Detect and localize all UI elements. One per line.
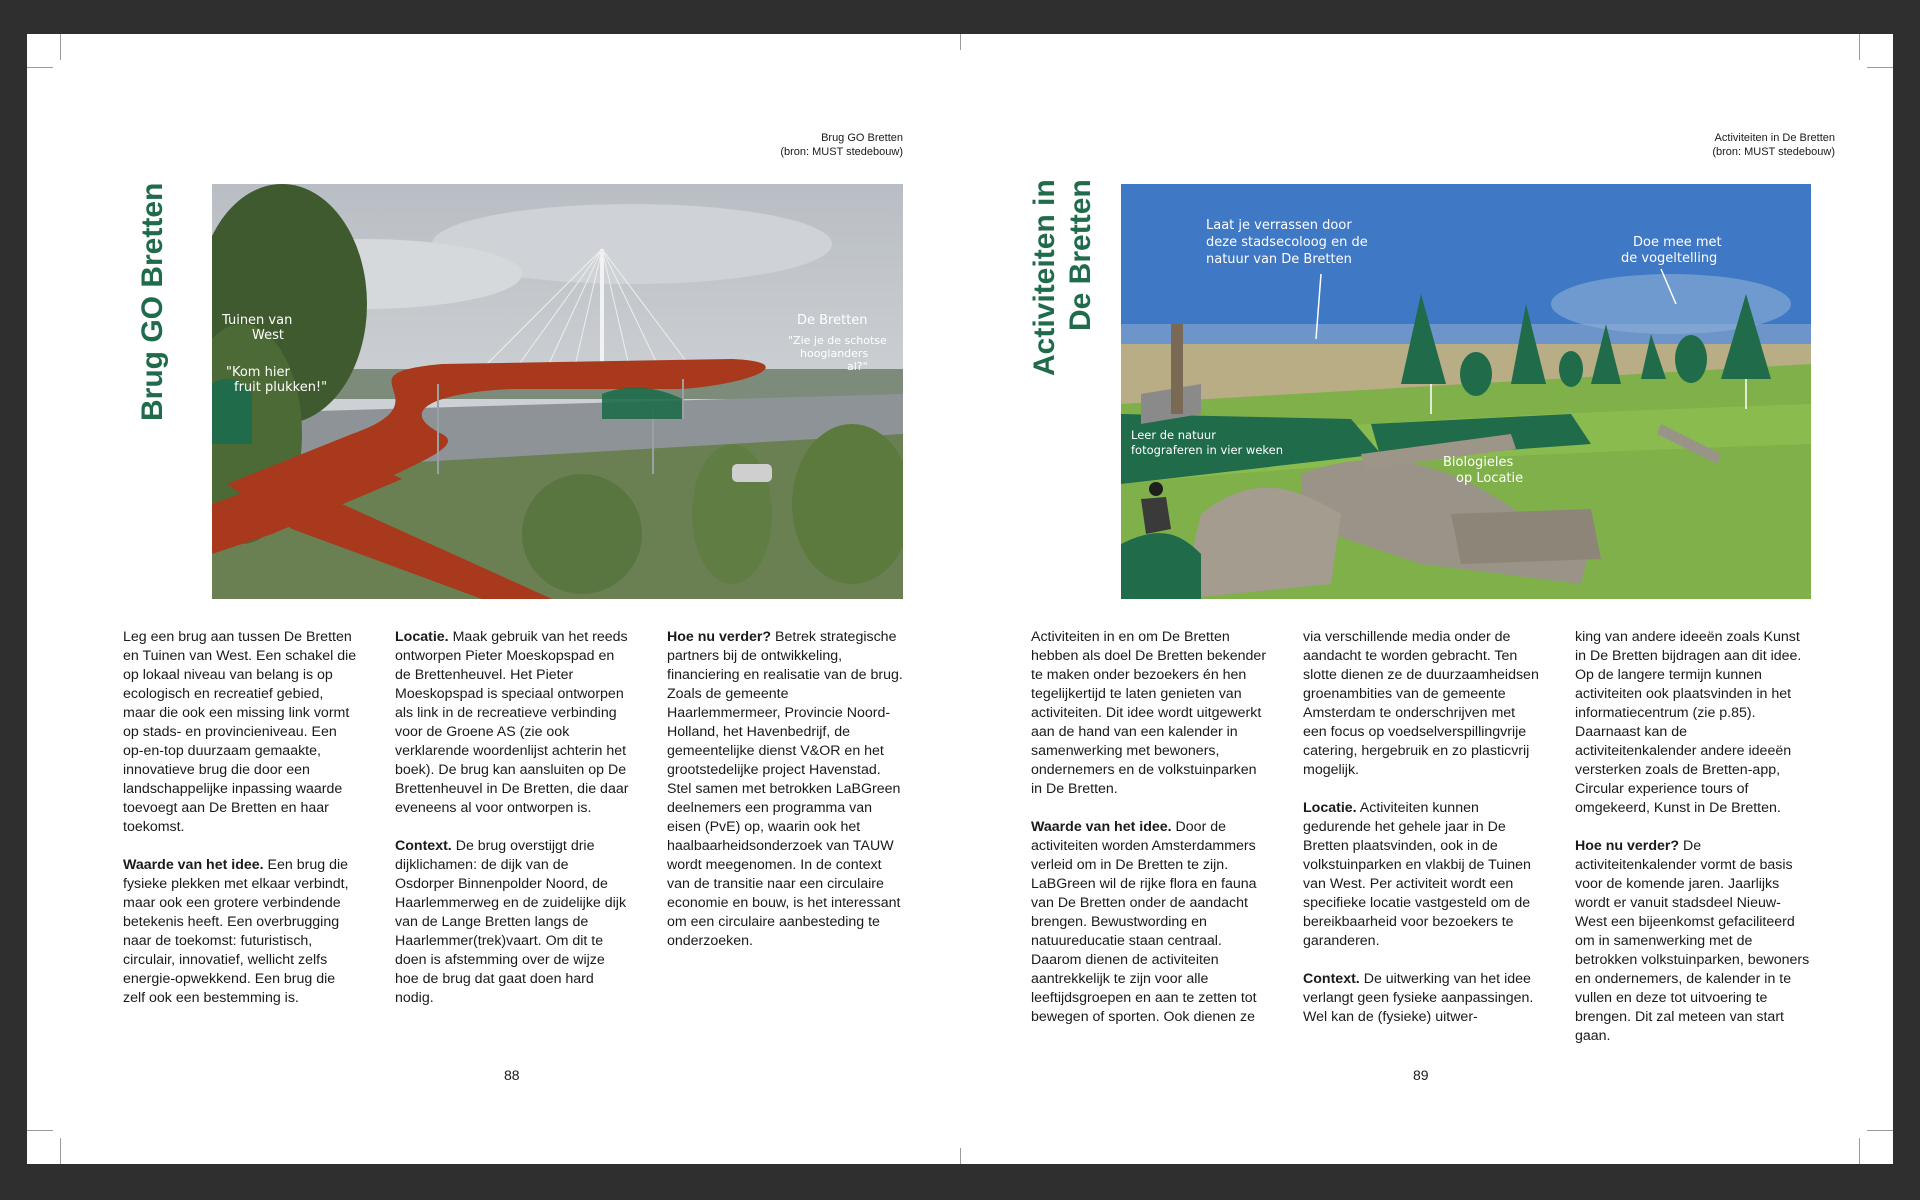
paragraph-label: Hoe nu verder? (1575, 838, 1680, 854)
paragraph-text: Betrek strategische partners bij de ontwikkeling, financiering en realisatie van de brug. Zoals de gemeente Haarlemmermeer, Provincie Noord-Holland, het Havenbedrijf, de gemeentelijke dienst V&OR en het grootstedelijke project Havenstad. Stel samen met betrokken LaBGreen deelnemers een programma van eisen (PvE) op, waarin ook het haalbaarheidsonderzoek van TAUW wordt meegenomen. In de context van de transitie naar een circulaire economie en bouw, is het interessant om een circulaire aanbesteding te onderzoeken. (667, 629, 903, 949)
crop-mark (1859, 34, 1860, 60)
right-column-1 (1031, 628, 1267, 1046)
paragraph (1031, 628, 1267, 799)
paragraph (395, 837, 631, 1008)
paragraph-text: Door de activiteiten worden Amsterdammers verleid om in De Bretten te zijn. LaBGreen wil de rijke flora en fauna van De Bretten onder de aandacht brengen. Bewustwording en natuureducatie staan centraal. Daarom dienen de activiteiten aantrekkelijk te zijn voor alle leeftijdsgroepen en aan te zetten tot bewegen of sporten. Ook dienen ze (1031, 819, 1257, 1025)
crop-mark (960, 1148, 961, 1164)
book-spread (27, 34, 1893, 1164)
paragraph-text: via verschillende media onder de aandacht te worden gebracht. Ten slotte dienen ze de duurzaamheidsen groenambities van de gemeente Amsterdam te onderschrijven met een focus op voedselverspillingvrije catering, hergebruik en zo plasticvrij mogelijk. (1303, 629, 1539, 778)
label-line: Biologieles (1443, 455, 1514, 470)
label-line: West (252, 328, 284, 343)
label-line: de vogeltelling (1621, 251, 1718, 266)
photo-label-biologieles (1443, 455, 1523, 486)
label-line: Laat je verrassen door (1206, 218, 1352, 233)
label-line: natuur van De Bretten (1206, 252, 1352, 267)
bridge-photo (212, 184, 903, 599)
paragraph-label: Locatie. (1303, 800, 1357, 816)
paragraph-label: Context. (395, 838, 452, 854)
paragraph-text: king van andere ideeën zoals Kunst in De Bretten bijdragen aan dit idee. Op de langere termijn kunnen activiteiten ook plaatsvinden in het informatiecentrum (zie p.85). Daarnaast kan de activiteitenkalender andere ideeën versterken zoals de Bretten-app, Circular experience tours of omgekeerd, Kunst in De Bretten. (1575, 629, 1802, 816)
paragraph-label: Locatie. (395, 629, 449, 645)
label-line: deze stadsecoloog en de (1206, 235, 1368, 250)
label-line: al?" (847, 360, 868, 373)
paragraph-label: Hoe nu verder? (667, 629, 772, 645)
paragraph-text: Activiteiten in en om De Bretten hebben als doel De Bretten bekender te maken onder bezoekers én hen tegelijkertijd te laten genieten van activiteiten. Dit idee wordt uitgewerkt aan de hand van een kalender in samenwerking met bewoners, ondernemers en de volkstuinparken in De Bretten. (1031, 629, 1267, 797)
right-photo-caption (1497, 131, 1835, 159)
left-column-3 (667, 628, 903, 970)
paragraph (667, 628, 903, 951)
page-number-left: 88 (504, 1067, 520, 1083)
activities-photo (1121, 184, 1811, 599)
paragraph-text: De uitwerking van het idee verlangt geen fysieke aanpassingen. Wel kan de (fysieke) uitwer- (1303, 971, 1534, 1025)
label-line: "Kom hier (226, 365, 290, 380)
right-column-2 (1303, 628, 1539, 1046)
label-line: De Bretten (797, 313, 868, 328)
crop-mark (1867, 1130, 1893, 1131)
vertical-title-text: Brug GO Bretten (136, 182, 169, 421)
left-photo-caption (587, 131, 903, 159)
label-line: Tuinen van (222, 313, 293, 328)
photo-label-vogeltelling (1621, 235, 1722, 266)
caption-source: (bron: MUST stedebouw) (780, 146, 903, 158)
paragraph-text: De brug overstijgt drie dijklichamen: de dijk van de Osdorper Binnenpolder Noord, de Haarlemmerweg en de zuidelijke dijk van de Lange Bretten langs de Haarlemmer(trek)vaart. Om dit te doen is afstemming over de wijze hoe de brug dat gaat doen hard nodig. (395, 838, 627, 1006)
page-number-right: 89 (1413, 1067, 1429, 1083)
vertical-title-line: Activiteiten in (1028, 179, 1061, 376)
crop-mark (1859, 1138, 1860, 1164)
crop-mark (60, 34, 61, 60)
paragraph (1303, 799, 1539, 951)
paragraph-label: Context. (1303, 971, 1360, 987)
paragraph (123, 856, 359, 1008)
label-line: op Locatie (1456, 471, 1524, 486)
crop-mark (27, 1130, 53, 1131)
label-line: Doe mee met (1633, 235, 1722, 250)
label-line: "Zie je de schotse (788, 334, 887, 347)
paragraph-label: Waarde van het idee. (123, 857, 264, 873)
crop-mark (27, 67, 53, 68)
paragraph-text: Een brug die fysieke plekken met elkaar verbindt, maar ook een grotere verbindende betekenis heeft. Een overbrugging naar de toekomst: futuristisch, circulair, innovatief, wellicht zelfs energie-opwekkend. Een brug die zelf ook een bestemming is. (123, 857, 349, 1006)
paragraph (1575, 628, 1811, 818)
right-column-3 (1575, 628, 1811, 1065)
left-vertical-title (135, 183, 171, 421)
label-line: fruit plukken!" (234, 380, 328, 395)
paragraph (1031, 818, 1267, 1027)
crop-mark (1867, 67, 1893, 68)
label-line: Leer de natuur (1131, 428, 1216, 442)
crop-mark (60, 1138, 61, 1164)
paragraph (1303, 970, 1539, 1027)
crop-mark (960, 34, 961, 50)
label-line: fotograferen in vier weken (1131, 443, 1284, 457)
paragraph-text: Activiteiten kunnen gedurende het gehele jaar in De Bretten plaatsvinden, ook in de volkstuinparken en vlakbij de Tuinen van West. Per activiteit wordt een specifieke locatie vastgesteld om de bereikbaarheid voor bezoekers te garanderen. (1303, 800, 1531, 949)
paragraph (395, 628, 631, 818)
paragraph-text: Leg een brug aan tussen De Bretten en Tuinen van West. Een schakel die op lokaal niveau van belang is op ecologisch en recreatief gebied, maar die ook een missing link vormt op stads- en provincieniveau. Een op-en-top duurzaam gemaakte, innovatieve brug die door een landschappelijke inpassing waarde toevoegt aan De Bretten en haar toekomst. (123, 629, 357, 835)
paragraph (1575, 837, 1811, 1046)
caption-title: Brug GO Bretten (821, 132, 903, 144)
caption-source: (bron: MUST stedebouw) (1712, 146, 1835, 158)
right-vertical-title (1027, 179, 1099, 376)
paragraph-label: Waarde van het idee. (1031, 819, 1172, 835)
vertical-title-line: De Bretten (1064, 179, 1097, 331)
left-column-2 (395, 628, 631, 1027)
paragraph-text: Maak gebruik van het reeds ontworpen Pieter Moeskopspad en de Brettenheuvel. Het Pieter Moeskopspad is speciaal ontworpen als link in de recreatieve verbinding voor de Groene AS (zie ook verklarende woordenlijst achterin het boek). De brug kan aansluiten op De Brettenheuvel in De Bretten, die daar eveneens al voor ontworpen is. (395, 629, 629, 816)
paragraph (123, 628, 359, 837)
paragraph (1303, 628, 1539, 780)
paragraph-text: De activiteitenkalender vormt de basis voor de komende jaren. Jaarlijks wordt er vanuit stadsdeel Nieuw-West een bijeenkomst gefaciliteerd om in samenwerking met de betrokken volkstuinparken, bewoners en ondernemers, de kalender in te vullen en deze tot uitvoering te brengen. Dit zal meteen van start gaan. (1575, 838, 1810, 1044)
left-column-1 (123, 628, 359, 1027)
caption-title: Activiteiten in De Bretten (1714, 132, 1835, 144)
bridge-illustration (212, 184, 903, 599)
photo-label-verrassen (1206, 218, 1368, 267)
label-line: hooglanders (800, 347, 869, 360)
activities-illustration (1121, 184, 1811, 599)
photo-label-bretten (797, 313, 868, 328)
